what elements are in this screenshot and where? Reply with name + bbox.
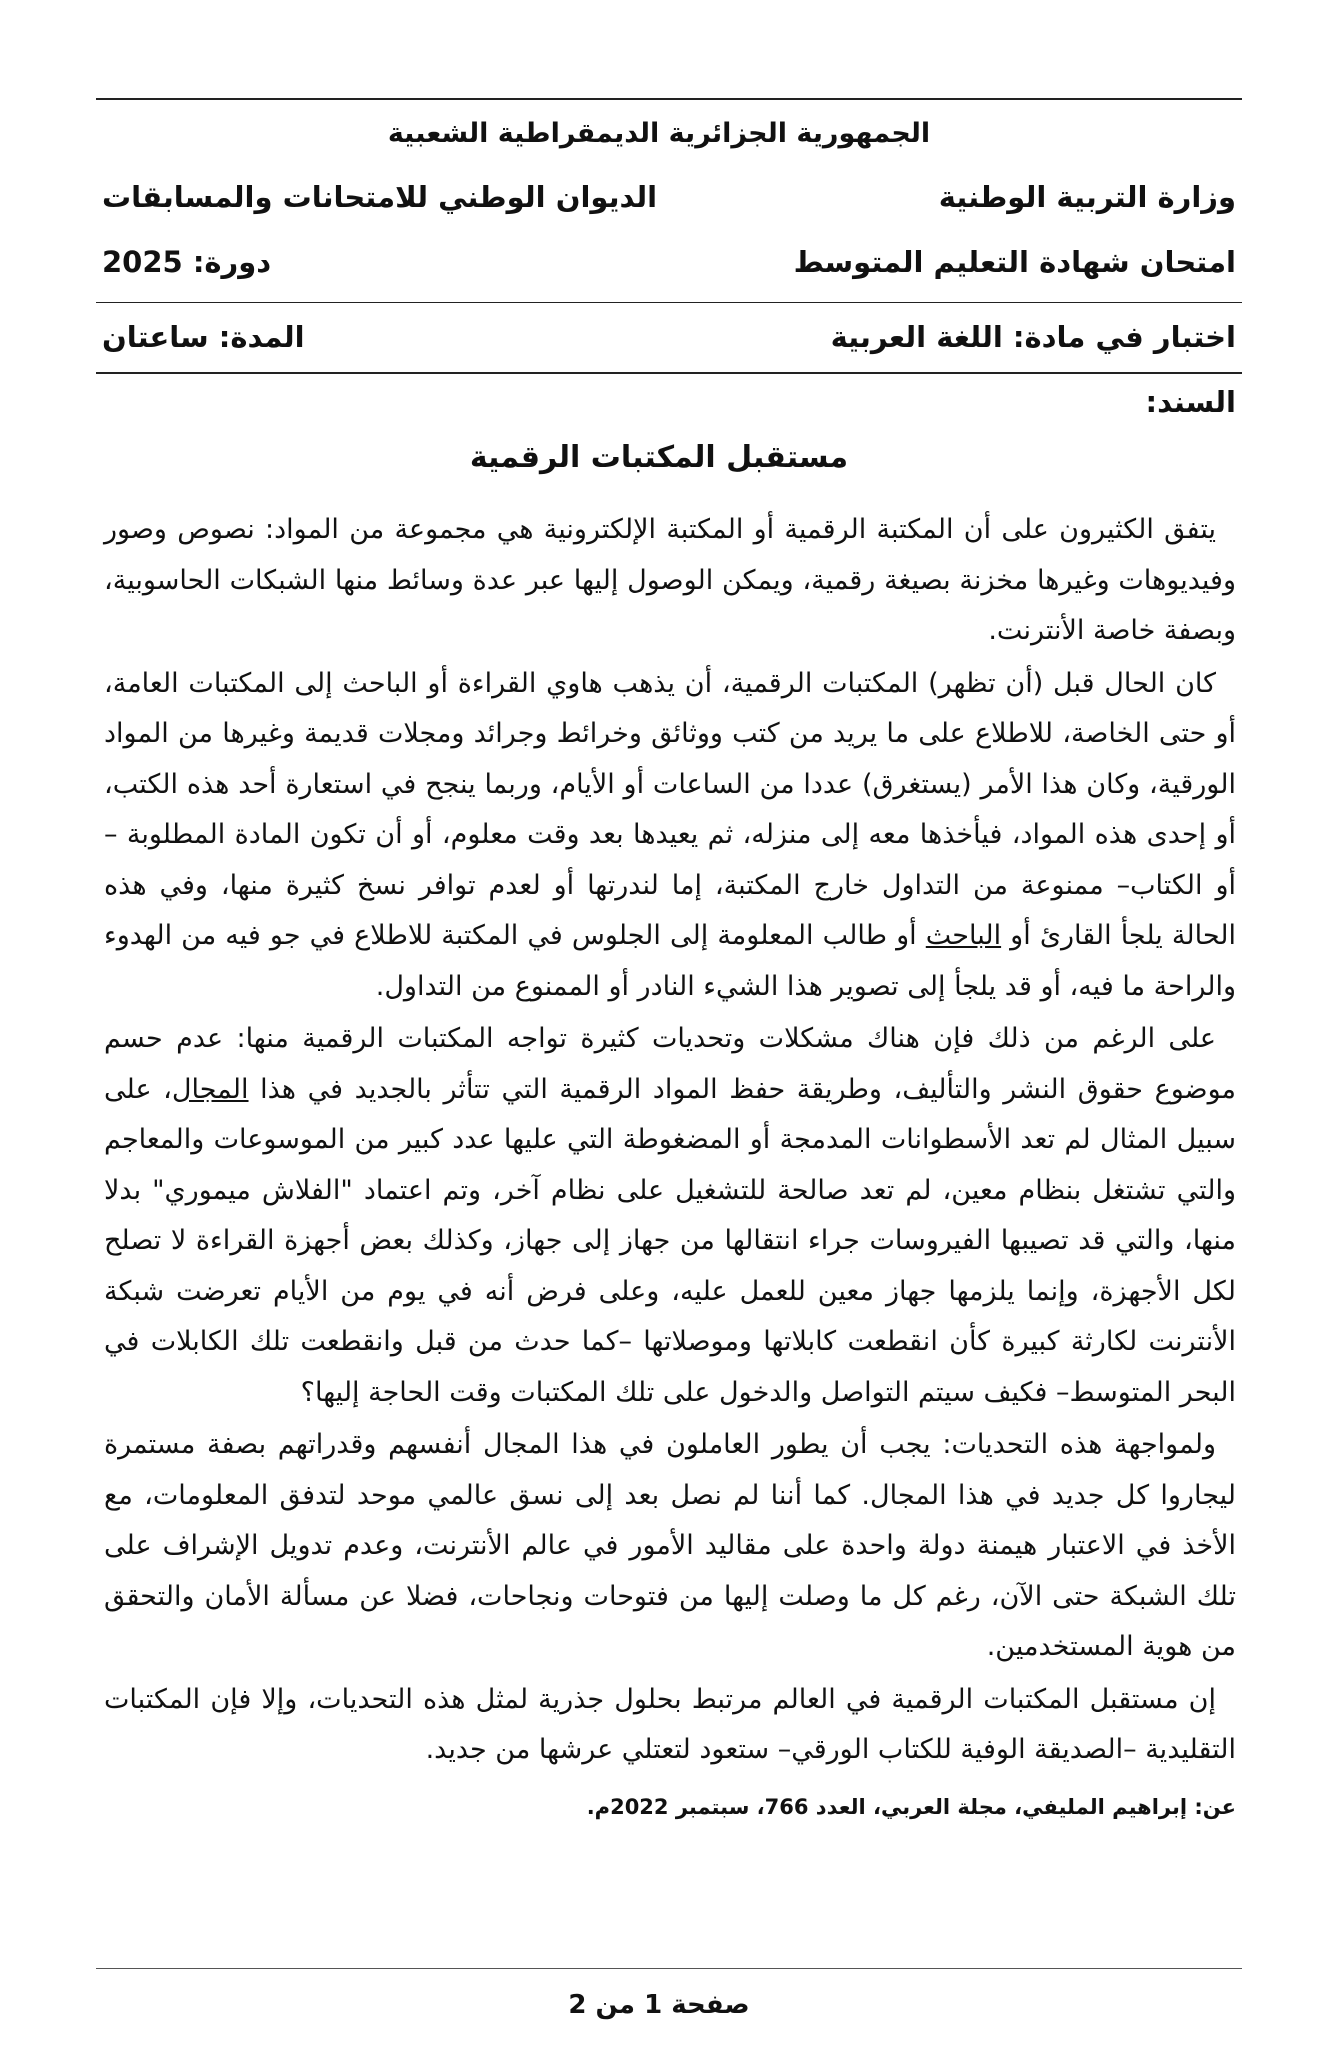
footer-divider bbox=[96, 1968, 1242, 1969]
underlined-term: المجال bbox=[171, 1073, 249, 1105]
ministry-name: وزارة التربية الوطنية bbox=[938, 180, 1236, 214]
exam-office-name: الديوان الوطني للامتحانات والمسابقات bbox=[102, 180, 658, 214]
exam-duration: المدة: ساعتان bbox=[102, 320, 305, 354]
exam-session: دورة: 2025 bbox=[102, 245, 272, 279]
underlined-term: الباحث bbox=[925, 920, 1002, 951]
top-divider bbox=[96, 98, 1242, 100]
document-title: مستقبل المكتبات الرقمية bbox=[469, 440, 849, 475]
page-number: صفحة 1 من 2 bbox=[568, 1990, 750, 2020]
paragraph-1: يتفق الكثيرون على أن المكتبة الرقمية أو المكتبة الإلكترونية هي مجموعة من المواد: نصوص وصور وفيديوهات وغيرها مخزنة بصيغة رقمية، ويمكن الوصول إليها عبر عدة وسائط منها الشبكات الحاسوبية، وبصفة خاصة الأنترنت. bbox=[104, 514, 1236, 646]
header-divider bbox=[96, 302, 1242, 303]
highlighted-term: (يستغرق) bbox=[861, 768, 972, 800]
subject-divider bbox=[96, 372, 1242, 374]
source-citation: عن: إبراهيم المليفي، مجلة العربي، العدد 766، سبتمبر 2022م. bbox=[586, 1795, 1236, 1819]
paragraph-4: ولمواجهة هذه التحديات: يجب أن يطور العاملون في هذا المجال أنفسهم وقدراتهم بصفة مستمرة ليجاروا كل جديد في هذا المجال. كما أننا لم نصل بعد إلى نسق عالمي موحد لتدفق المعلومات، مع الأخذ في الاعتبار هيمنة دولة واحدة على مقاليد الأمور في عالم الأنترنت، وعدم تدويل الإشراف على تلك الشبكة حتى الآن، رغم كل ما وصلت إليها من فتوحات ونجاحات، فضلا عن مسألة الأمان والتحقق من هوية المستخدمين. bbox=[104, 1429, 1236, 1662]
exam-name: امتحان شهادة التعليم المتوسط bbox=[793, 245, 1236, 279]
document-body bbox=[104, 505, 1236, 1776]
republic-title: الجمهورية الجزائرية الديمقراطية الشعبية bbox=[387, 118, 931, 149]
paragraph-5: إن مستقبل المكتبات الرقمية في العالم مرتبط بحلول جذرية لمثل هذه التحديات، وإلا فإن المكتبات التقليدية –الصديقة الوفية للكتاب الورقي– ستعود لتعتلي عرشها من جديد. bbox=[104, 1683, 1236, 1765]
paragraph-2: كان الحال قبل (أن تظهر) المكتبات الرقمية، أن يذهب هاوي القراءة أو الباحث إلى المكتبات العامة، أو حتى الخاصة، للاطلاع على ما يريد من كتب ووثائق وخرائط وجرائد ومجلات قديمة وغيرها من المواد الورقية، وكان هذا الأمر (يستغرق) عددا من الساعات أو الأيام، وربما ينجح في استعارة أحد هذه الكتب، أو إحدى هذه المواد، فيأخذها معه إلى منزله، ثم يعيدها بعد وقت معلوم، أو أن تكون المادة المطلوبة –أو الكتاب– ممنوعة من التداول خارج المكتبة، إما لندرتها أو لعدم توافر نسخ كثيرة منها، وفي هذه الحالة يلجأ القارئ أو الباحث أو طالب المعلومة إلى الجلوس في المكتبة للاطلاع في جو فيه من الهدوء والراحة ما فيه، أو قد يلجأ إلى تصوير هذا الشيء النادر أو الممنوع من التداول. bbox=[104, 667, 1236, 1002]
highlighted-term: (أن تظهر) bbox=[928, 667, 1044, 699]
paragraph-3: على الرغم من ذلك فإن هناك مشكلات وتحديات كثيرة تواجه المكتبات الرقمية منها: عدم حسم موضوع حقوق النشر والتأليف، وطريقة حفظ المواد الرقمية التي تتأثر بالجديد في هذا المجال، على سبيل المثال لم تعد الأسطوانات المدمجة أو المضغوطة التي عليها عدد كبير من الموسوعات والمعاجم والتي تشتغل بنظام معين، لم تعد صالحة للتشغيل على نظام آخر، وتم اعتماد "الفلاش ميموري" بدلا منها، والتي قد تصيبها الفيروسات جراء انتقالها من جهاز إلى جهاز، وكذلك بعض أجهزة القراءة لا تصلح لكل الأجهزة، وإنما يلزمها جهاز معين للعمل عليه، وعلى فرض أنه في يوم من الأيام تعرضت شبكة الأنترنت لكارثة كبيرة كأن انقطعت كابلاتها وموصلاتها –كما حدث من قبل وانقطعت تلك الكابلات في البحر المتوسط– فكيف سيتم التواصل والدخول على تلك المكتبات وقت الحاجة إليها؟ bbox=[104, 1023, 1237, 1408]
text-label: السند: bbox=[1145, 385, 1236, 419]
exam-subject: اختبار في مادة: اللغة العربية bbox=[830, 320, 1236, 354]
